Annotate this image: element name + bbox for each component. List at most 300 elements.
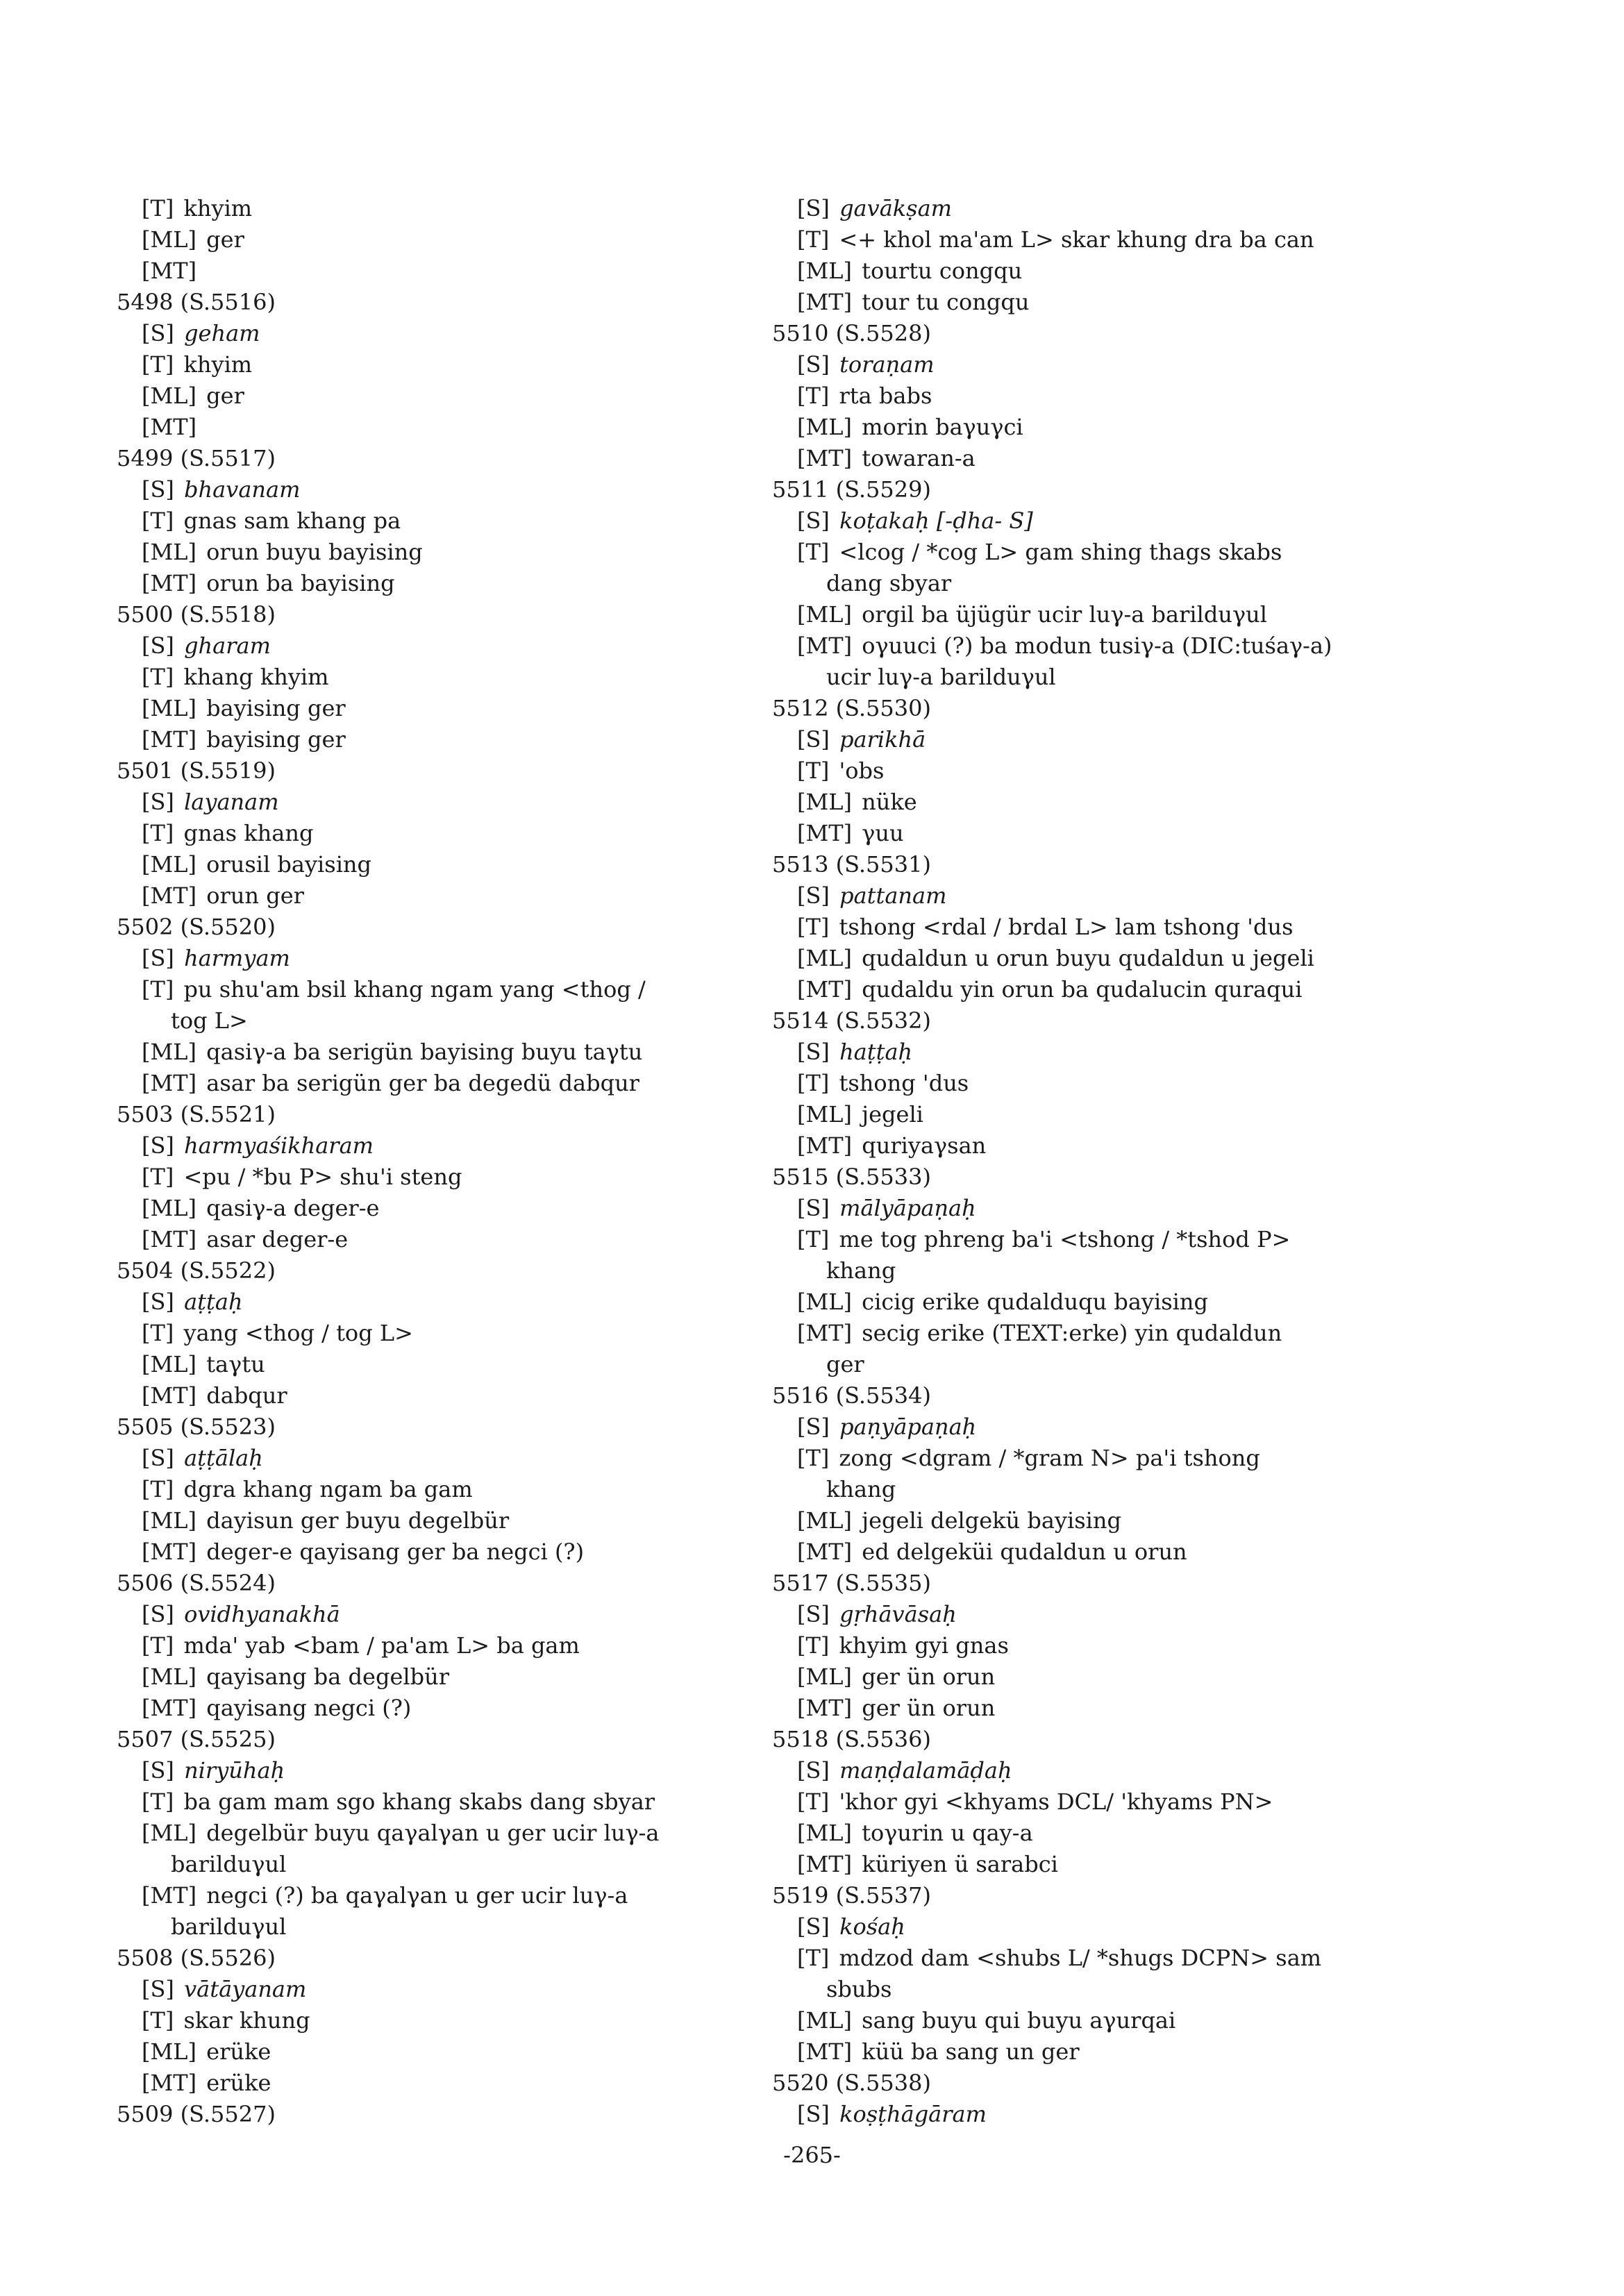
entry-field bbox=[117, 1974, 811, 2005]
entry-field bbox=[117, 880, 811, 912]
entry-number: 5502 (S.5520) bbox=[117, 914, 276, 940]
entry-field bbox=[117, 380, 811, 412]
entry-field bbox=[772, 1193, 1466, 1224]
entry-field bbox=[117, 505, 811, 537]
entry-number: 5518 (S.5536) bbox=[772, 1726, 931, 1752]
entry-field bbox=[117, 1318, 811, 1349]
field-value: orgil ba üjügür ucir luγ-a barilduγul bbox=[862, 601, 1267, 628]
entry-field bbox=[117, 1037, 811, 1068]
entry-continuation: ger bbox=[826, 1351, 864, 1377]
entry-continuation: barilduγul bbox=[171, 1851, 287, 1877]
sanskrit-term: niryūhaḥ bbox=[184, 1757, 285, 1784]
entry-number: 5520 (S.5538) bbox=[772, 2070, 931, 2096]
entry-field bbox=[772, 1536, 1466, 1568]
sanskrit-term: kośaḥ bbox=[839, 1913, 905, 1940]
field-value: orun ger bbox=[206, 882, 304, 909]
entry-field bbox=[117, 1818, 811, 1849]
entry-field bbox=[117, 349, 811, 380]
field-value: asar ba serigün ger ba degedü dabqur bbox=[206, 1070, 639, 1096]
sanskrit-term: koṭakaḥ [-ḍha- S] bbox=[839, 508, 1033, 534]
field-tag: [S] bbox=[142, 320, 174, 346]
entry-field bbox=[772, 974, 1466, 1005]
field-tag: [S] bbox=[797, 1414, 830, 1440]
entry-field bbox=[772, 1786, 1466, 1818]
field-tag: [MT] bbox=[142, 1882, 197, 1909]
field-tag: [T] bbox=[142, 664, 174, 690]
field-tag: [T] bbox=[797, 1632, 830, 1659]
field-value: orun buyu bayising bbox=[206, 539, 423, 565]
sanskrit-term: vātāyanam bbox=[184, 1976, 307, 2002]
field-value: tshong <rdal / brdal L> lam tshong 'dus bbox=[839, 914, 1294, 940]
sanskrit-term: toraṇam bbox=[839, 351, 935, 378]
field-tag: [MT] bbox=[797, 976, 853, 1003]
entry-continuation: khang bbox=[826, 1476, 896, 1502]
entry-field bbox=[117, 787, 811, 818]
entry-field bbox=[117, 974, 811, 1005]
field-tag: [MT] bbox=[797, 1132, 853, 1159]
field-tag: [T] bbox=[797, 914, 830, 940]
field-tag: [ML] bbox=[797, 258, 852, 284]
field-value: khyim gyi gnas bbox=[839, 1632, 1009, 1659]
entry-field bbox=[117, 849, 811, 880]
field-tag: [MT] bbox=[142, 1695, 197, 1721]
field-tag: [ML] bbox=[797, 1820, 852, 1846]
entry-field bbox=[772, 1661, 1466, 1693]
page-number: -265- bbox=[783, 2142, 841, 2168]
sanskrit-term: haṭṭaḥ bbox=[839, 1039, 913, 1065]
field-tag: [S] bbox=[797, 2101, 830, 2127]
field-tag: [S] bbox=[797, 1913, 830, 1940]
field-tag: [T] bbox=[797, 226, 830, 253]
field-value: ba gam mam sgo khang skabs dang sbyar bbox=[183, 1788, 655, 1815]
field-tag: [S] bbox=[797, 882, 830, 909]
entry-field bbox=[772, 505, 1466, 537]
field-value: ger bbox=[206, 383, 244, 409]
field-value: mdzod dam <shubs L/ *shugs DCPN> sam bbox=[839, 1945, 1322, 1971]
entry-number: 5517 (S.5535) bbox=[772, 1570, 931, 1596]
field-tag: [ML] bbox=[142, 851, 196, 878]
field-value: taγtu bbox=[206, 1351, 265, 1377]
field-tag: [ML] bbox=[142, 1195, 196, 1221]
field-tag: [ML] bbox=[142, 1507, 196, 1534]
entry-field bbox=[772, 630, 1466, 662]
entry-continuation: barilduγul bbox=[171, 1913, 287, 1940]
field-tag: [S] bbox=[142, 632, 174, 659]
entry-field bbox=[772, 1505, 1466, 1536]
entry-number: 5515 (S.5533) bbox=[772, 1164, 931, 1190]
field-tag: [T] bbox=[797, 1226, 830, 1252]
entry-field bbox=[117, 474, 811, 505]
entry-number: 5499 (S.5517) bbox=[117, 445, 276, 471]
entry-field bbox=[117, 224, 811, 255]
entry-field bbox=[117, 568, 811, 599]
entry-field bbox=[117, 193, 811, 224]
entry-field bbox=[772, 1287, 1466, 1318]
entry-continuation: dang sbyar bbox=[826, 570, 952, 596]
field-tag: [MT] bbox=[142, 1539, 197, 1565]
field-tag: [T] bbox=[797, 539, 830, 565]
field-tag: [S] bbox=[797, 195, 830, 221]
entry-field bbox=[772, 1037, 1466, 1068]
entry-field bbox=[117, 1443, 811, 1474]
field-value: oγuuci (?) ba modun tusiγ-a (DIC:tuśaγ-a) bbox=[862, 632, 1332, 659]
entry-field bbox=[772, 1130, 1466, 1162]
field-tag: [S] bbox=[142, 476, 174, 503]
field-tag: [MT] bbox=[142, 414, 197, 440]
entry-field bbox=[772, 599, 1466, 630]
field-value: me tog phreng ba'i <tshong / *tshod P> bbox=[839, 1226, 1291, 1252]
entry-field bbox=[772, 1068, 1466, 1099]
entry-field bbox=[772, 255, 1466, 287]
field-tag: [S] bbox=[797, 1039, 830, 1065]
field-value: tshong 'dus bbox=[839, 1070, 969, 1096]
field-tag: [S] bbox=[797, 351, 830, 378]
field-value: ed delgeküi qudaldun u orun bbox=[862, 1539, 1187, 1565]
field-tag: [T] bbox=[142, 1320, 174, 1346]
entry-field bbox=[772, 1599, 1466, 1630]
entry-number: 5504 (S.5522) bbox=[117, 1257, 276, 1284]
field-value: degelbür buyu qaγalγan u ger ucir luγ-a bbox=[206, 1820, 660, 1846]
entry-field bbox=[772, 818, 1466, 849]
field-tag: [MT] bbox=[142, 1226, 197, 1252]
entry-field bbox=[772, 537, 1466, 568]
field-tag: [ML] bbox=[797, 789, 852, 815]
field-tag: [ML] bbox=[797, 414, 852, 440]
entry-field bbox=[772, 1755, 1466, 1786]
entry-field bbox=[772, 193, 1466, 224]
entry-field bbox=[772, 349, 1466, 380]
field-value: quriyaγsan bbox=[862, 1132, 987, 1159]
entry-field bbox=[772, 1099, 1466, 1130]
entry-field bbox=[772, 1693, 1466, 1724]
entry-number: 5509 (S.5527) bbox=[117, 2101, 276, 2127]
field-tag: [ML] bbox=[142, 695, 196, 721]
field-tag: [S] bbox=[142, 1976, 174, 2002]
field-tag: [MT] bbox=[797, 820, 853, 846]
field-tag: [ML] bbox=[142, 1351, 196, 1377]
entry-field bbox=[117, 1786, 811, 1818]
field-tag: [MT] bbox=[797, 632, 853, 659]
field-tag: [ML] bbox=[142, 539, 196, 565]
field-value: yang <thog / tog L> bbox=[183, 1320, 413, 1346]
entry-number: 5514 (S.5532) bbox=[772, 1007, 931, 1034]
field-value: secig erike (TEXT:erke) yin qudaldun bbox=[862, 1320, 1282, 1346]
entry-number: 5500 (S.5518) bbox=[117, 601, 276, 628]
entry-field bbox=[117, 1162, 811, 1193]
field-value: küü ba sang un ger bbox=[862, 2038, 1080, 2065]
sanskrit-term: gharam bbox=[184, 632, 271, 659]
entry-field bbox=[117, 1693, 811, 1724]
field-tag: [MT] bbox=[797, 1851, 853, 1877]
field-tag: [MT] bbox=[797, 445, 853, 471]
field-value: khyim bbox=[183, 351, 253, 378]
entry-field bbox=[117, 1068, 811, 1099]
sanskrit-term: ovidhyanakhā bbox=[184, 1601, 340, 1627]
entry-field bbox=[772, 412, 1466, 443]
field-value: γuu bbox=[862, 820, 904, 846]
entry-field bbox=[117, 255, 811, 287]
field-value: dabqur bbox=[206, 1382, 287, 1409]
entry-field bbox=[772, 2036, 1466, 2068]
sanskrit-term: bhavanam bbox=[184, 476, 301, 503]
field-tag: [ML] bbox=[797, 945, 852, 971]
entry-continuation: sbubs bbox=[826, 1976, 892, 2002]
entry-continuation: ucir luγ-a barilduγul bbox=[826, 664, 1056, 690]
field-value: pu shu'am bsil khang ngam yang <thog / bbox=[183, 976, 646, 1003]
entry-number: 5501 (S.5519) bbox=[117, 757, 276, 784]
entry-field bbox=[772, 1630, 1466, 1661]
entry-field bbox=[772, 1318, 1466, 1349]
field-value: qayisang negci (?) bbox=[206, 1695, 412, 1721]
entry-field bbox=[117, 630, 811, 662]
field-tag: [MT] bbox=[142, 570, 197, 596]
field-value: <+ khol ma'am L> skar khung dra ba can bbox=[839, 226, 1314, 253]
entry-field bbox=[772, 787, 1466, 818]
sanskrit-term: maṇḍalamāḍaḥ bbox=[839, 1757, 1012, 1784]
field-tag: [ML] bbox=[797, 1664, 852, 1690]
field-tag: [S] bbox=[797, 508, 830, 534]
field-tag: [ML] bbox=[142, 1820, 196, 1846]
field-value: erüke bbox=[206, 2070, 271, 2096]
entry-number: 5508 (S.5526) bbox=[117, 1945, 276, 1971]
field-tag: [T] bbox=[142, 820, 174, 846]
field-tag: [ML] bbox=[142, 1664, 196, 1690]
entry-number: 5511 (S.5529) bbox=[772, 476, 931, 503]
left-column bbox=[117, 193, 811, 2130]
entry-field bbox=[772, 2005, 1466, 2036]
field-tag: [T] bbox=[142, 1476, 174, 1502]
field-value: orun ba bayising bbox=[206, 570, 395, 596]
field-tag: [MT] bbox=[797, 1695, 853, 1721]
entry-field bbox=[117, 1630, 811, 1661]
field-value: erüke bbox=[206, 2038, 271, 2065]
field-tag: [T] bbox=[797, 1945, 830, 1971]
sanskrit-term: layanam bbox=[184, 789, 279, 815]
field-value: zong <dgram / *gram N> pa'i tshong bbox=[839, 1445, 1260, 1471]
field-tag: [T] bbox=[142, 351, 174, 378]
entry-number: 5498 (S.5516) bbox=[117, 289, 276, 315]
field-value: negci (?) ba qaγalγan u ger ucir luγ-a bbox=[206, 1882, 628, 1909]
field-tag: [S] bbox=[142, 1757, 174, 1784]
field-tag: [MT] bbox=[797, 1539, 853, 1565]
sanskrit-term: gavākṣam bbox=[839, 195, 953, 221]
field-value: tourtu congqu bbox=[862, 258, 1023, 284]
field-tag: [MT] bbox=[142, 258, 197, 284]
field-tag: [ML] bbox=[142, 1039, 196, 1065]
field-value: <lcog / *cog L> gam shing thags skabs bbox=[839, 539, 1282, 565]
field-value: ger bbox=[206, 226, 244, 253]
sanskrit-term: aṭṭālaḥ bbox=[184, 1445, 263, 1471]
field-value: ger ün orun bbox=[862, 1695, 996, 1721]
field-tag: [T] bbox=[797, 383, 830, 409]
entry-number: 5505 (S.5523) bbox=[117, 1414, 276, 1440]
entry-field bbox=[117, 1755, 811, 1786]
field-value: gnas sam khang pa bbox=[183, 508, 401, 534]
entry-field bbox=[772, 443, 1466, 474]
field-tag: [T] bbox=[142, 976, 174, 1003]
field-tag: [ML] bbox=[797, 1507, 852, 1534]
right-column bbox=[772, 193, 1466, 2130]
entry-field bbox=[772, 1911, 1466, 1943]
field-value: jegeli delgekü bayising bbox=[862, 1507, 1121, 1534]
field-value: towaran-a bbox=[862, 445, 976, 471]
field-tag: [T] bbox=[797, 1445, 830, 1471]
field-tag: [S] bbox=[142, 789, 174, 815]
entry-field bbox=[772, 2099, 1466, 2130]
field-tag: [T] bbox=[797, 757, 830, 784]
field-value: cicig erike qudalduqu bayising bbox=[862, 1289, 1208, 1315]
field-value: deger-e qayisang ger ba negci (?) bbox=[206, 1539, 585, 1565]
field-tag: [ML] bbox=[142, 383, 196, 409]
field-value: <pu / *bu P> shu'i steng bbox=[183, 1164, 462, 1190]
field-tag: [ML] bbox=[797, 601, 852, 628]
entry-field bbox=[772, 380, 1466, 412]
entry-field bbox=[117, 943, 811, 974]
entry-field bbox=[117, 1880, 811, 1911]
field-value: rta babs bbox=[839, 383, 932, 409]
sanskrit-term: geham bbox=[184, 320, 260, 346]
field-tag: [T] bbox=[142, 2007, 174, 2034]
entry-field bbox=[772, 1849, 1466, 1880]
entry-field bbox=[117, 1349, 811, 1380]
entry-field bbox=[117, 1474, 811, 1505]
entry-number: 5512 (S.5530) bbox=[772, 695, 931, 721]
entry-field bbox=[772, 755, 1466, 787]
field-tag: [MT] bbox=[797, 289, 853, 315]
field-tag: [ML] bbox=[797, 2007, 852, 2034]
field-tag: [MT] bbox=[142, 882, 197, 909]
entry-field bbox=[117, 724, 811, 755]
entry-field bbox=[772, 287, 1466, 318]
field-value: dgra khang ngam ba gam bbox=[183, 1476, 473, 1502]
field-value: bayising ger bbox=[206, 726, 346, 753]
entry-field bbox=[772, 880, 1466, 912]
field-tag: [T] bbox=[142, 1632, 174, 1659]
entry-field bbox=[117, 1536, 811, 1568]
field-value: 'khor gyi <khyams DCL/ 'khyams PN> bbox=[839, 1788, 1273, 1815]
field-value: jegeli bbox=[862, 1101, 923, 1128]
entry-continuation: tog L> bbox=[171, 1007, 248, 1034]
field-tag: [MT] bbox=[142, 726, 197, 753]
entry-field bbox=[117, 818, 811, 849]
sanskrit-term: parikhā bbox=[839, 726, 926, 753]
sanskrit-term: harmyam bbox=[184, 945, 290, 971]
entry-field bbox=[117, 318, 811, 349]
field-tag: [T] bbox=[142, 195, 174, 221]
field-tag: [ML] bbox=[797, 1289, 852, 1315]
entry-number: 5516 (S.5534) bbox=[772, 1382, 931, 1409]
field-tag: [ML] bbox=[142, 2038, 196, 2065]
sanskrit-term: harmyaśikharam bbox=[184, 1132, 374, 1159]
field-value: khang khyim bbox=[183, 664, 329, 690]
entry-field bbox=[117, 2036, 811, 2068]
field-tag: [MT] bbox=[797, 2038, 853, 2065]
field-value: qayisang ba degelbür bbox=[206, 1664, 449, 1690]
field-value: morin baγuγci bbox=[862, 414, 1023, 440]
field-value: 'obs bbox=[839, 757, 885, 784]
field-value: qasiγ-a ba serigün bayising buyu taγtu bbox=[206, 1039, 643, 1065]
entry-field bbox=[772, 224, 1466, 255]
field-tag: [S] bbox=[142, 1289, 174, 1315]
field-value: küriyen ü sarabci bbox=[862, 1851, 1058, 1877]
entry-field bbox=[772, 943, 1466, 974]
entry-field bbox=[117, 412, 811, 443]
entry-number: 5519 (S.5537) bbox=[772, 1882, 931, 1909]
field-tag: [T] bbox=[142, 1164, 174, 1190]
sanskrit-term: paṇyāpaṇaḥ bbox=[839, 1414, 977, 1440]
field-tag: [S] bbox=[142, 945, 174, 971]
field-tag: [S] bbox=[797, 1601, 830, 1627]
entry-number: 5507 (S.5525) bbox=[117, 1726, 276, 1752]
field-value: bayising ger bbox=[206, 695, 346, 721]
entry-field bbox=[772, 1443, 1466, 1474]
field-tag: [MT] bbox=[797, 1320, 853, 1346]
entry-field bbox=[117, 1380, 811, 1411]
field-value: sang buyu qui buyu aγurqai bbox=[862, 2007, 1176, 2034]
entry-field bbox=[117, 537, 811, 568]
entry-field bbox=[117, 2068, 811, 2099]
field-tag: [S] bbox=[142, 1445, 174, 1471]
field-tag: [T] bbox=[142, 1788, 174, 1815]
field-value: orusil bayising bbox=[206, 851, 372, 878]
entry-field bbox=[772, 1943, 1466, 1974]
field-value: mda' yab <bam / pa'am L> ba gam bbox=[183, 1632, 580, 1659]
field-value: qudaldu yin orun ba qudalucin quraqui bbox=[862, 976, 1303, 1003]
field-value: nüke bbox=[862, 789, 917, 815]
field-value: ger ün orun bbox=[862, 1664, 996, 1690]
field-value: qasiγ-a deger-e bbox=[206, 1195, 380, 1221]
field-value: toγurin u qay-a bbox=[862, 1820, 1033, 1846]
entry-number: 5503 (S.5521) bbox=[117, 1101, 276, 1128]
entry-number: 5510 (S.5528) bbox=[772, 320, 931, 346]
field-tag: [ML] bbox=[142, 226, 196, 253]
entry-field bbox=[772, 1818, 1466, 1849]
field-tag: [S] bbox=[797, 1757, 830, 1784]
field-tag: [MT] bbox=[142, 2070, 197, 2096]
entry-field bbox=[117, 1505, 811, 1536]
entry-field bbox=[117, 693, 811, 724]
sanskrit-term: koṣṭhāgāram bbox=[839, 2101, 987, 2127]
field-value: asar deger-e bbox=[206, 1226, 349, 1252]
field-value: dayisun ger buyu degelbür bbox=[206, 1507, 510, 1534]
field-value: skar khung bbox=[183, 2007, 310, 2034]
entry-field bbox=[117, 1193, 811, 1224]
sanskrit-term: gṛhāvāsaḥ bbox=[839, 1601, 957, 1627]
entry-field bbox=[772, 912, 1466, 943]
field-tag: [S] bbox=[142, 1132, 174, 1159]
entry-continuation: khang bbox=[826, 1257, 896, 1284]
entry-number: 5513 (S.5531) bbox=[772, 851, 931, 878]
sanskrit-term: aṭṭaḥ bbox=[184, 1289, 243, 1315]
entry-field bbox=[117, 1130, 811, 1162]
entry-field bbox=[117, 2005, 811, 2036]
entry-field bbox=[117, 662, 811, 693]
entry-field bbox=[117, 1287, 811, 1318]
field-value: tour tu congqu bbox=[862, 289, 1030, 315]
field-tag: [T] bbox=[797, 1070, 830, 1096]
field-tag: [T] bbox=[797, 1788, 830, 1815]
field-tag: [S] bbox=[797, 1195, 830, 1221]
sanskrit-term: pattanam bbox=[839, 882, 947, 909]
entry-field bbox=[117, 1224, 811, 1255]
entry-field bbox=[117, 1661, 811, 1693]
field-tag: [ML] bbox=[797, 1101, 852, 1128]
entry-field bbox=[772, 724, 1466, 755]
field-value: gnas khang bbox=[183, 820, 314, 846]
field-tag: [MT] bbox=[142, 1070, 197, 1096]
field-tag: [S] bbox=[142, 1601, 174, 1627]
field-tag: [MT] bbox=[142, 1382, 197, 1409]
